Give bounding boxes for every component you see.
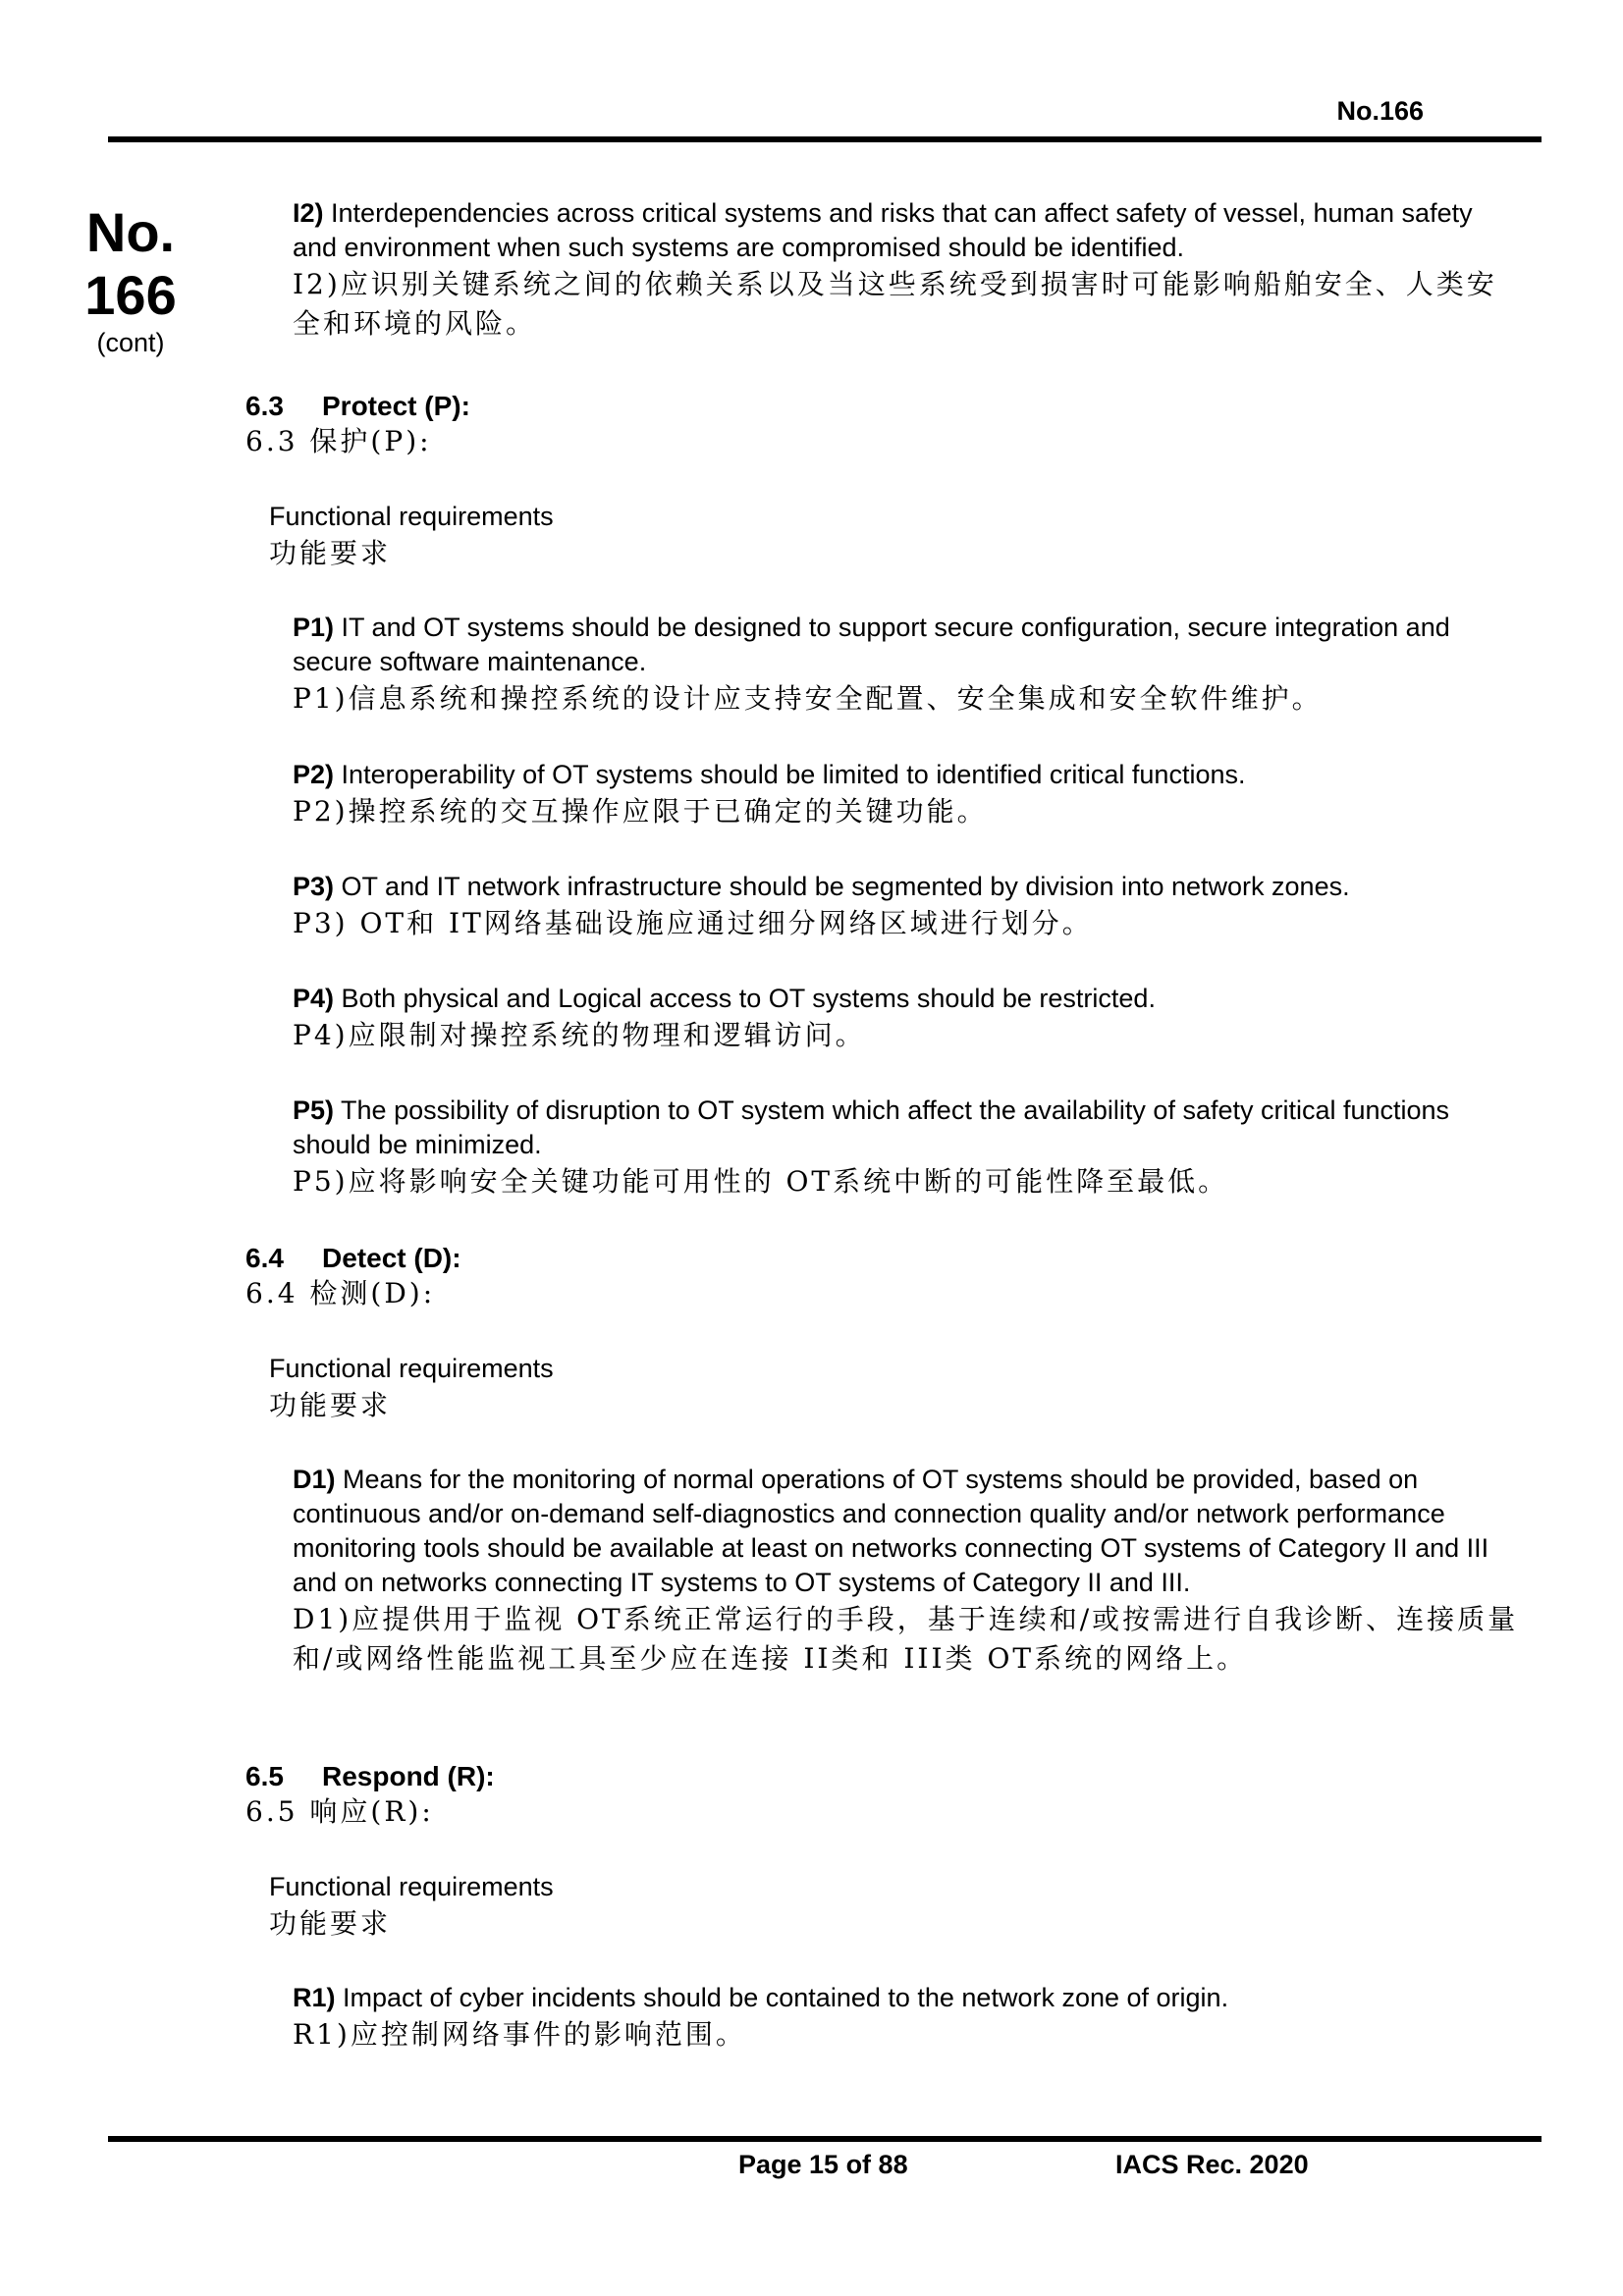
fr-label-zh: 功能要求 (269, 1389, 392, 1421)
section-heading-6-4-zh: 6.4 检测(D): (245, 1277, 436, 1309)
item-text: Interdependencies across critical systems and risks that can affect safety of vessel, human safety and environment when such systems are compromised should be identified. (293, 198, 1473, 262)
sidebar-no-label: No. (85, 201, 176, 263)
section-title: Protect (P): (322, 391, 470, 421)
item-label: I2) (293, 198, 324, 228)
section-heading-6-5-zh: 6.5 响应(R): (245, 1795, 434, 1828)
fr-label: Functional requirements (269, 1354, 554, 1383)
item-p1 (293, 611, 1520, 719)
header-rule (108, 136, 1542, 142)
item-label: P2) (293, 760, 335, 789)
item-label: R1) (293, 1983, 336, 2012)
functional-requirements-6-3 (269, 500, 554, 573)
item-text-zh: D1)应提供用于监视 OT系统正常运行的手段，基于连续和/或按需进行自我诊断、连接质量和/或网络性能监视工具至少应在连接 II类和 III类 OT系统的网络上。 (293, 1603, 1519, 1675)
item-p4 (293, 982, 1520, 1055)
item-text: The possibility of disruption to OT system which affect the availability of safety critical functions should be minimized. (293, 1095, 1450, 1159)
fr-label-zh: 功能要求 (269, 1907, 392, 1940)
section-number: 6.5 (245, 1761, 284, 1791)
item-text-zh: R1)应控制网络事件的影响范围。 (293, 2018, 746, 2051)
fr-label-zh: 功能要求 (269, 537, 392, 569)
sidebar (77, 201, 185, 358)
item-r1 (293, 1981, 1520, 2055)
item-label: P3) (293, 872, 335, 901)
sidebar-cont: (cont) (96, 328, 165, 357)
item-text: OT and IT network infrastructure should be segmented by division into network zones. (341, 872, 1350, 901)
section-heading-6-3 (245, 389, 470, 424)
section-heading-6-4 (245, 1241, 461, 1276)
section-title: Respond (R): (322, 1761, 495, 1791)
section-heading-6-3-zh: 6.3 保护(P): (245, 425, 432, 457)
item-text: Means for the monitoring of normal operations of OT systems should be provided, based on continuous and/or on-demand self-diagnostics and connection quality and/or network performance monitoring tools should be available at least on networks connecting OT systems of Category II and III and on networks connecting IT systems to OT systems of Category II and III. (293, 1465, 1489, 1597)
item-label: P1) (293, 613, 335, 642)
functional-requirements-6-5 (269, 1870, 554, 1944)
footer-rule (108, 2136, 1542, 2142)
header-doc-number: No.166 (1336, 96, 1424, 126)
item-text-zh: P2)操控系统的交互操作应限于已确定的关键功能。 (293, 795, 988, 828)
item-label: P5) (293, 1095, 335, 1125)
item-text: Both physical and Logical access to OT systems should be restricted. (341, 984, 1156, 1013)
item-d1 (293, 1463, 1520, 1679)
item-text-zh: P4)应限制对操控系统的物理和逻辑访问。 (293, 1019, 866, 1051)
functional-requirements-6-4 (269, 1352, 554, 1425)
section-heading-6-5 (245, 1759, 495, 1794)
item-label: P4) (293, 984, 335, 1013)
item-text: IT and OT systems should be designed to support secure configuration, secure integration and secure software maintenance. (293, 613, 1450, 676)
item-label: D1) (293, 1465, 336, 1494)
item-i2 (293, 196, 1520, 344)
section-number: 6.4 (245, 1243, 284, 1273)
fr-label: Functional requirements (269, 1872, 554, 1901)
item-text: Interoperability of OT systems should be limited to identified critical functions. (341, 760, 1246, 789)
item-p2 (293, 758, 1520, 831)
item-text: Impact of cyber incidents should be contained to the network zone of origin. (343, 1983, 1229, 2012)
footer-page-number: Page 15 of 88 (738, 2150, 908, 2179)
sidebar-number: 166 (84, 264, 177, 326)
section-title: Detect (D): (322, 1243, 461, 1273)
footer-reference: IACS Rec. 2020 (1115, 2150, 1309, 2179)
item-text-zh: P5)应将影响安全关键功能可用性的 OT系统中断的可能性降至最低。 (293, 1165, 1229, 1198)
item-p5 (293, 1094, 1520, 1201)
fr-label: Functional requirements (269, 502, 554, 531)
item-p3 (293, 870, 1520, 943)
item-text-zh: P3) OT和 IT网络基础设施应通过细分网络区域进行划分。 (293, 907, 1093, 939)
item-text-zh: P1)信息系统和操控系统的设计应支持安全配置、安全集成和安全软件维护。 (293, 682, 1323, 715)
section-number: 6.3 (245, 391, 284, 421)
item-text-zh: I2)应识别关键系统之间的依赖关系以及当这些系统受到损害时可能影响船舶安全、人类安全和环境的风险。 (293, 268, 1497, 340)
